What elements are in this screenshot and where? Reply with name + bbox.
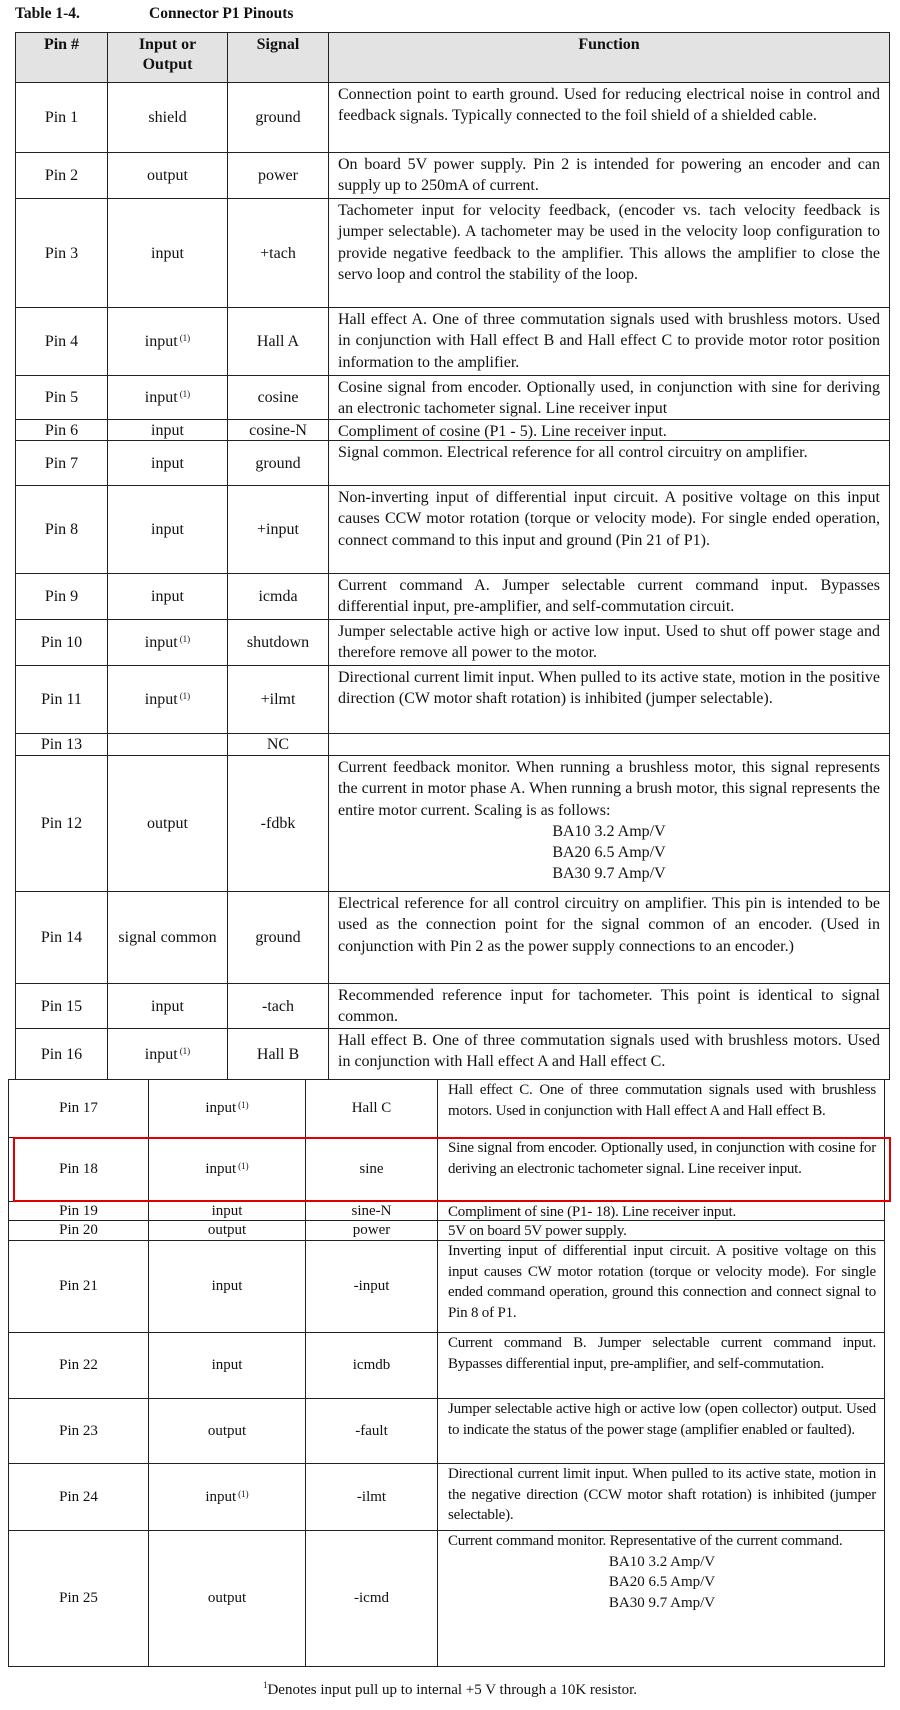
cell-function <box>437 1137 885 1201</box>
function-description: Hall effect A. One of three commutation signals used with brushless motors. Used in conjunction with Hall effect B and Hall effect C to provide motor rotor position information to the amplifier. <box>338 311 880 371</box>
io-value: input <box>211 1278 243 1294</box>
table-row <box>15 733 890 755</box>
pin-value: Pin 22 <box>59 1357 98 1373</box>
footnote-ref: (1) <box>179 1045 191 1056</box>
pin-value: Pin 11 <box>41 691 82 708</box>
cell-input-or-output <box>148 1463 305 1530</box>
function-description: On board 5V power supply. Pin 2 is intended for powering an encoder and can supply up to 250mA of current. <box>338 156 880 195</box>
signal-value: Hall C <box>351 1100 392 1116</box>
signal-value: power <box>258 167 298 184</box>
cell-signal <box>305 1201 437 1220</box>
io-value: input <box>144 1045 178 1063</box>
table-row <box>15 152 890 198</box>
signal-value: shutdown <box>246 634 310 651</box>
cell-signal <box>227 619 328 665</box>
cell-signal <box>305 1137 437 1201</box>
io-value: input <box>151 421 184 439</box>
header-function: Function <box>328 32 890 82</box>
pin-value: Pin 15 <box>40 997 83 1015</box>
pin-value: Pin 8 <box>44 521 79 538</box>
signal-value: Hall B <box>256 1045 300 1063</box>
table-row <box>8 1240 885 1332</box>
io-value: input <box>151 997 184 1015</box>
cell-pin <box>8 1530 148 1666</box>
header-input-or-output: Input or Output <box>107 32 227 82</box>
cell-input-or-output <box>107 755 227 891</box>
signal-value: ground <box>255 929 301 946</box>
cell-pin <box>15 983 107 1028</box>
signal-value: NC <box>266 736 290 753</box>
cell-pin <box>15 152 107 198</box>
cell-input-or-output <box>107 375 227 419</box>
cell-pin <box>8 1220 148 1240</box>
cell-function <box>328 82 890 152</box>
pin-value: Pin 20 <box>59 1222 98 1238</box>
footnote-text: Denotes input pull up to internal +5 V through a 10K resistor. <box>267 1682 638 1698</box>
cell-input-or-output <box>148 1530 305 1666</box>
pin-value: Pin 24 <box>59 1488 98 1505</box>
cell-function <box>328 755 890 891</box>
signal-value: -input <box>353 1278 390 1294</box>
table-row <box>15 440 890 485</box>
pin-value: Pin 4 <box>44 333 79 350</box>
function-description: Current command monitor. Representative of the current command. <box>448 1533 843 1549</box>
table-row <box>15 198 890 307</box>
function-description: Current command B. Jumper selectable current command input. Bypasses differential input, pre-amplifier, and self-commutation. <box>448 1335 876 1372</box>
io-value: input <box>151 521 184 538</box>
table-row <box>15 375 890 419</box>
scaling-item: BA20 6.5 Amp/V <box>552 844 666 862</box>
function-description: Hall effect C. One of three commutation signals used with brushless motors. Used in conjunction with Hall effect A and Hall effect B. <box>448 1082 876 1119</box>
cell-pin <box>15 891 107 983</box>
cell-pin <box>8 1332 148 1398</box>
cell-function <box>328 152 890 198</box>
pinout-table-part-2 <box>8 1079 885 1669</box>
function-description: Non-inverting input of differential input circuit. A positive voltage on this input causes CCW motor rotation (torque or velocity mode). For single ended operation, connect command to this input and ground (Pin 21 of P1). <box>338 489 880 549</box>
io-value: shield <box>148 109 187 126</box>
cell-signal <box>305 1398 437 1463</box>
scaling-item: BA10 3.2 Amp/V <box>552 822 666 840</box>
cell-function <box>437 1463 885 1530</box>
cell-signal <box>227 1028 328 1079</box>
pin-value: Pin 14 <box>40 929 83 946</box>
function-description: Tachometer input for velocity feedback, (encoder vs. tach velocity feedback is jumper selectable). A tachometer may be used in the velocity loop configuration to provide negative feedback to the amplifier. This allows the amplifier to close the servo loop and control the stability of the loop. <box>338 202 880 283</box>
cell-function <box>328 440 890 485</box>
pin-value: Pin 25 <box>59 1590 98 1606</box>
cell-function <box>328 419 890 440</box>
cell-function <box>437 1079 885 1137</box>
cell-pin <box>15 307 107 375</box>
function-description: Compliment of sine (P1- 18). Line receiver input. <box>448 1204 737 1220</box>
io-value: input <box>205 1100 237 1116</box>
cell-input-or-output <box>107 82 227 152</box>
cell-pin <box>15 619 107 665</box>
cell-pin <box>15 375 107 419</box>
function-description: Signal common. Electrical reference for all control circuitry on amplifier. <box>338 444 808 461</box>
cell-signal <box>305 1332 437 1398</box>
cell-pin <box>15 440 107 485</box>
footnote-ref: (1) <box>238 1488 249 1499</box>
function-description: Current command A. Jumper selectable current command input. Bypasses differential input, pre-amplifier, and self-commutation circuit. <box>338 577 880 616</box>
function-description: Cosine signal from encoder. Optionally used, in conjunction with sine for deriving an electronic tachometer signal. Line receiver input <box>338 379 880 418</box>
signal-value: ground <box>255 109 301 126</box>
cell-function <box>437 1240 885 1332</box>
table-row <box>8 1530 885 1666</box>
cell-input-or-output <box>148 1137 305 1201</box>
cell-signal <box>227 983 328 1028</box>
table-row <box>15 891 890 983</box>
cell-input-or-output <box>148 1240 305 1332</box>
cell-function <box>328 665 890 733</box>
cell-function <box>328 1028 890 1079</box>
scaling-list <box>448 1552 876 1614</box>
table-row <box>8 1201 885 1220</box>
scaling-list <box>338 821 880 885</box>
table-header-row <box>15 32 890 82</box>
io-value: output <box>207 1590 247 1606</box>
table-row <box>15 573 890 619</box>
pin-value: Pin 16 <box>40 1045 83 1063</box>
footnote-ref: (1) <box>179 634 191 644</box>
signal-value: -ilmt <box>356 1488 387 1505</box>
cell-pin <box>15 665 107 733</box>
cell-function <box>328 983 890 1028</box>
pin-value: Pin 23 <box>59 1422 98 1439</box>
cell-input-or-output <box>148 1332 305 1398</box>
cell-function <box>437 1201 885 1220</box>
pin-value: Pin 19 <box>59 1202 98 1219</box>
cell-input-or-output <box>107 665 227 733</box>
function-description: Inverting input of differential input circuit. A positive voltage on this input causes CW motor rotation (torque or velocity mode). For single ended command operation, ground this connection and connect signal to Pin 8 of P1. <box>448 1243 876 1321</box>
cell-input-or-output <box>148 1201 305 1220</box>
cell-signal <box>227 198 328 307</box>
cell-input-or-output <box>107 733 227 755</box>
table-row <box>8 1332 885 1398</box>
cell-signal <box>305 1079 437 1137</box>
cell-signal <box>227 440 328 485</box>
scaling-item: BA30 9.7 Amp/V <box>552 865 666 883</box>
pin-value: Pin 9 <box>44 588 79 605</box>
function-description: Electrical reference for all control circuitry on amplifier. This pin is intended to be used as the connection point for the signal common of an encoder. (Used in conjunction with Pin 2 as the power supply connections to an encoder.) <box>338 895 880 955</box>
io-value: input <box>211 1357 243 1373</box>
cell-function <box>328 485 890 573</box>
pin-value: Pin 10 <box>40 634 83 651</box>
cell-function <box>328 198 890 307</box>
footnote-ref: (1) <box>179 389 191 399</box>
table-row <box>8 1079 885 1137</box>
cell-pin <box>15 419 107 440</box>
signal-value: icmda <box>258 588 298 605</box>
cell-pin <box>8 1463 148 1530</box>
io-value: input <box>205 1161 237 1177</box>
pin-value: Pin 5 <box>44 389 79 406</box>
signal-value: power <box>352 1222 391 1238</box>
function-description: Directional current limit input. When pulled to its active state, motion in the negative direction (CCW motor shaft rotation) is inhibited (jumper selectable). <box>448 1466 876 1523</box>
cell-function <box>328 573 890 619</box>
table-title: Connector P1 Pinouts <box>149 5 294 22</box>
pinout-table-part-1 <box>15 32 890 1079</box>
cell-signal <box>227 82 328 152</box>
cell-input-or-output <box>148 1079 305 1137</box>
function-description: Compliment of cosine (P1 - 5). Line receiver input. <box>338 423 667 440</box>
cell-input-or-output <box>107 419 227 440</box>
cell-signal <box>227 375 328 419</box>
signal-value: Hall A <box>256 333 300 350</box>
footnote-ref: (1) <box>179 333 191 343</box>
cell-signal <box>305 1463 437 1530</box>
cell-pin <box>15 82 107 152</box>
cell-signal <box>305 1220 437 1240</box>
io-value: input <box>144 333 178 350</box>
table-row <box>15 1028 890 1079</box>
cell-signal <box>305 1530 437 1666</box>
io-value: input <box>144 634 178 651</box>
io-value: input <box>151 588 184 605</box>
function-description: Jumper selectable active high or active low input. Used to shut off power stage and therefore remove all power to the motor. <box>338 623 880 662</box>
signal-value: +input <box>257 521 299 538</box>
cell-input-or-output <box>107 983 227 1028</box>
pin-value: Pin 21 <box>59 1278 98 1294</box>
function-description: Jumper selectable active high or active low (open collector) output. Used to indicate the status of the power stage (amplifier enabled or faulted). <box>448 1401 876 1438</box>
cell-pin <box>8 1398 148 1463</box>
cell-pin <box>15 755 107 891</box>
io-value: output <box>207 1222 247 1238</box>
header-pin: Pin # <box>15 32 107 82</box>
function-description: Hall effect B. One of three commutation signals used with brushless motors. Used in conjunction with Hall effect A and Hall effect C. <box>338 1032 880 1071</box>
function-description: Current feedback monitor. When running a brushless motor, this signal represents the current in motor phase A. When running a brush motor, this signal represents the entire motor current. Scaling is as follows: <box>338 759 880 819</box>
cell-signal <box>227 307 328 375</box>
table-row <box>8 1398 885 1463</box>
cell-signal <box>227 152 328 198</box>
table-row <box>8 1220 885 1240</box>
table-row <box>15 307 890 375</box>
cell-pin <box>15 1028 107 1079</box>
signal-value: cosine <box>257 389 299 406</box>
cell-input-or-output <box>148 1398 305 1463</box>
cell-signal <box>305 1240 437 1332</box>
table-row <box>15 485 890 573</box>
cell-signal <box>227 419 328 440</box>
cell-signal <box>227 733 328 755</box>
cell-input-or-output <box>107 573 227 619</box>
pin-value: Pin 7 <box>44 454 79 472</box>
function-description: Connection point to earth ground. Used for reducing electrical noise in control and feedback signals. Typically connected to the foil shield of a shielded cable. <box>338 86 880 125</box>
cell-function <box>437 1530 885 1666</box>
signal-value: icmdb <box>352 1357 391 1373</box>
signal-value: cosine-N <box>249 421 307 439</box>
cell-input-or-output <box>107 307 227 375</box>
table-bottom-border <box>8 1666 885 1667</box>
io-value: input <box>144 691 178 708</box>
cell-signal <box>227 891 328 983</box>
cell-function <box>437 1332 885 1398</box>
io-value: input <box>205 1488 237 1505</box>
cell-pin <box>15 733 107 755</box>
io-value: output <box>147 167 188 184</box>
io-value: output <box>207 1422 247 1439</box>
pin-value: Pin 1 <box>44 109 79 126</box>
table-row <box>15 82 890 152</box>
signal-value: -fault <box>355 1422 388 1439</box>
function-description: Recommended reference input for tachometer. This point is identical to signal common. <box>338 987 880 1026</box>
cell-function <box>328 733 890 755</box>
cell-input-or-output <box>148 1220 305 1240</box>
cell-pin <box>8 1201 148 1220</box>
pin-value: Pin 6 <box>44 421 79 439</box>
table-row <box>15 619 890 665</box>
signal-value: +ilmt <box>260 691 296 708</box>
io-value: input <box>144 389 178 406</box>
signal-value: -tach <box>262 997 294 1015</box>
footnote-ref: (1) <box>179 691 191 701</box>
cell-function <box>437 1220 885 1240</box>
cell-pin <box>8 1079 148 1137</box>
signal-value: -icmd <box>354 1590 389 1606</box>
function-description: Sine signal from encoder. Optionally used, in conjunction with cosine for deriving an electronic tachometer signal. Line receiver input. <box>448 1140 876 1177</box>
io-value: output <box>147 815 188 832</box>
table-row <box>15 665 890 733</box>
cell-input-or-output <box>107 485 227 573</box>
scaling-item: BA20 6.5 Amp/V <box>608 1574 716 1590</box>
cell-function <box>328 619 890 665</box>
io-value: signal common <box>118 929 217 946</box>
footnote-ref: (1) <box>238 1161 249 1171</box>
scaling-item: BA10 3.2 Amp/V <box>608 1553 716 1570</box>
cell-pin <box>15 198 107 307</box>
cell-signal <box>227 573 328 619</box>
io-value: input <box>151 244 184 262</box>
table-number: Table 1-4. <box>15 5 80 22</box>
io-value: input <box>211 1202 243 1219</box>
cell-input-or-output <box>107 619 227 665</box>
scaling-item: BA30 9.7 Amp/V <box>608 1594 716 1611</box>
cell-input-or-output <box>107 198 227 307</box>
pin-value: Pin 13 <box>40 736 83 753</box>
function-description: 5V on board 5V power supply. <box>448 1223 627 1239</box>
cell-function <box>328 891 890 983</box>
table-row <box>15 755 890 891</box>
signal-value: -fdbk <box>260 815 296 832</box>
pin-value: Pin 12 <box>40 815 83 832</box>
cell-pin <box>15 485 107 573</box>
signal-value: sine <box>359 1161 384 1177</box>
table-row <box>15 983 890 1028</box>
footnote-marker: 1 <box>262 1680 268 1690</box>
cell-pin <box>15 573 107 619</box>
cell-signal <box>227 665 328 733</box>
footnote-ref: (1) <box>238 1100 249 1110</box>
cell-pin <box>8 1137 148 1201</box>
signal-value: sine-N <box>351 1202 392 1219</box>
cell-signal <box>227 485 328 573</box>
cell-input-or-output <box>107 1028 227 1079</box>
cell-input-or-output <box>107 891 227 983</box>
table-row <box>15 419 890 440</box>
pin-value: Pin 17 <box>59 1100 98 1116</box>
pin-value: Pin 3 <box>44 244 79 262</box>
function-description: Directional current limit input. When pulled to its active state, motion in the positive direction (CW motor shaft rotation) is inhibited (jumper selectable). <box>338 669 880 708</box>
signal-value: ground <box>255 454 301 472</box>
table-row <box>8 1137 885 1201</box>
signal-value: +tach <box>260 244 296 262</box>
header-signal: Signal <box>227 32 328 82</box>
cell-function <box>328 375 890 419</box>
cell-pin <box>8 1240 148 1332</box>
cell-function <box>437 1398 885 1463</box>
io-value: input <box>151 454 184 472</box>
table-row <box>8 1463 885 1530</box>
cell-function <box>328 307 890 375</box>
table-caption <box>15 5 293 23</box>
cell-input-or-output <box>107 152 227 198</box>
cell-input-or-output <box>107 440 227 485</box>
footnote <box>0 1682 900 1699</box>
pin-value: Pin 2 <box>44 167 79 184</box>
pin-value: Pin 18 <box>59 1161 98 1177</box>
cell-signal <box>227 755 328 891</box>
